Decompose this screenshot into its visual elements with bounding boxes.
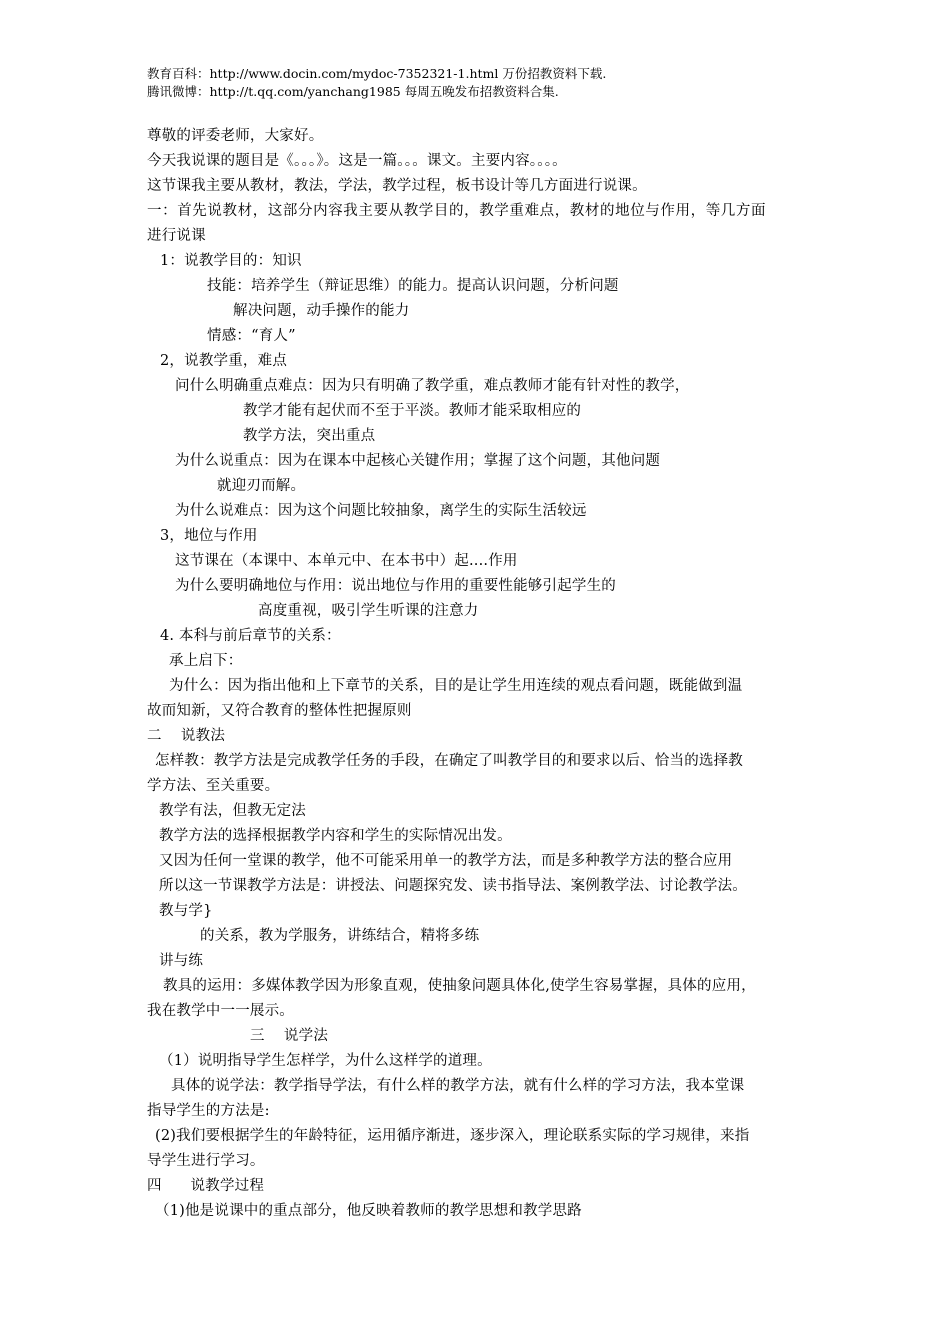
text-line: 讲与练 — [159, 953, 204, 969]
text-line: 尊敬的评委老师，大家好。 — [147, 128, 324, 144]
section-heading: 四 说教学过程 — [147, 1178, 265, 1194]
text-line: 技能：培养学生（辩证思维）的能力。提高认识问题，分析问题 — [207, 278, 619, 294]
header-line-2: 腾讯微博：http://t.qq.com/yanchang1985 每周五晚发布招教资料合集. — [147, 84, 559, 99]
text-line: 就迎刃而解。 — [217, 478, 306, 494]
text-line: 所以这一节课教学方法是：讲授法、问题探究发、读书指导法、案例教学法、讨论教学法。 — [159, 878, 747, 894]
text-line: （1）说明指导学生怎样学，为什么这样学的道理。 — [159, 1053, 492, 1069]
text-line: 故而知新，又符合教育的整体性把握原则 — [147, 703, 412, 719]
text-line: 情感：“育人” — [207, 328, 296, 344]
text-line: 教学才能有起伏而不至于平淡。教师才能采取相应的 — [243, 403, 582, 419]
text-line: （1)他是说课中的重点部分，他反映着教师的教学思想和教学思路 — [155, 1203, 582, 1219]
text-line: 高度重视，吸引学生听课的注意力 — [258, 603, 479, 619]
text-line: 怎样教：教学方法是完成教学任务的手段，在确定了叫教学目的和要求以后、恰当的选择教 — [155, 753, 743, 769]
text-line: 为什么：因为指出他和上下章节的关系，目的是让学生用连续的观点看问题，既能做到温 — [169, 678, 743, 694]
text-line: 为什么说难点：因为这个问题比较抽象，离学生的实际生活较远 — [175, 503, 587, 519]
text-line: 教与学} — [159, 903, 213, 919]
text-line: 4. 本科与前后章节的关系： — [160, 628, 341, 644]
text-line: 我在教学中一一展示。 — [147, 1003, 294, 1019]
text-line: 的关系，教为学服务，讲练结合，精将多练 — [200, 928, 480, 944]
header-line-1: 教育百科：http://www.docin.com/mydoc-7352321-1.html 万份招教资料下载. — [147, 66, 607, 81]
section-heading: 二 说教法 — [147, 728, 226, 744]
text-line: 教学方法的选择根据教学内容和学生的实际情况出发。 — [159, 828, 512, 844]
text-line: 教学有法，但教无定法 — [159, 803, 306, 819]
text-line: 教具的运用：多媒体教学因为形象直观，使抽象问题具体化,使学生容易掌握，具体的应用， — [163, 978, 756, 994]
text-line: 为什么说重点：因为在课本中起核心关键作用；掌握了这个问题，其他问题 — [175, 453, 661, 469]
text-line: 2，说教学重，难点 — [160, 353, 288, 369]
text-line: 一：首先说教材，这部分内容我主要从教学目的，教学重难点，教材的地位与作用，等几方面 — [147, 203, 767, 219]
text-line: 承上启下： — [169, 653, 243, 669]
text-line: 为什么要明确地位与作用：说出地位与作用的重要性能够引起学生的 — [175, 578, 616, 594]
text-line: 问什么明确重点难点：因为只有明确了教学重，难点教师才能有针对性的教学， — [175, 378, 690, 394]
text-line: 3，地位与作用 — [160, 528, 258, 544]
text-line: 进行说课 — [147, 228, 206, 244]
text-line: 1：说教学目的：知识 — [160, 253, 302, 269]
text-line: 教学方法，突出重点 — [243, 428, 376, 444]
text-line: 导学生进行学习。 — [147, 1153, 265, 1169]
text-line: 指导学生的方法是: — [147, 1103, 270, 1119]
text-line: 具体的说学法：教学指导学法，有什么样的教学方法，就有什么样的学习方法，我本堂课 — [171, 1078, 745, 1094]
text-line: 这节课我主要从教材，教法，学法，教学过程，板书设计等几方面进行说课。 — [147, 178, 647, 194]
text-line: (2)我们要根据学生的年龄特征，运用循序渐进，逐步深入，理论联系实际的学习规律，来指 — [155, 1128, 750, 1144]
text-line: 这节课在（本课中、本单元中、在本书中）起....作用 — [175, 553, 518, 569]
text-line: 又因为任何一堂课的教学，他不可能采用单一的教学方法，而是多种教学方法的整合应用 — [159, 853, 733, 869]
text-line: 今天我说课的题目是《。。。》。这是一篇。。。课文。主要内容。。。。 — [147, 153, 567, 169]
text-line: 解决问题，动手操作的能力 — [233, 303, 410, 319]
text-line: 学方法、至关重要。 — [147, 778, 280, 794]
section-heading: 三 说学法 — [250, 1028, 329, 1044]
